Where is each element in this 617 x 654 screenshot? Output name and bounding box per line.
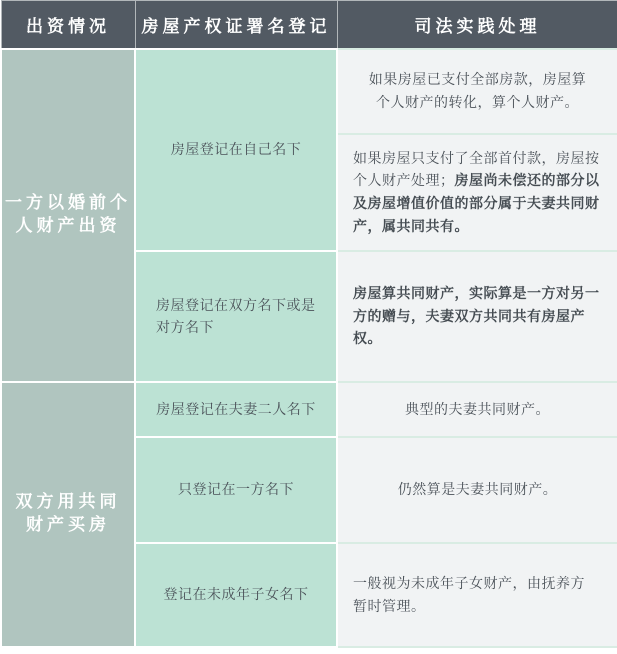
funding-cell-premarital-property [1,49,135,382]
table-row [1,382,617,437]
judicial-cell-downpayment-only [337,134,617,251]
text-line: 如果房屋已支付全部房款，房屋算 [368,71,587,88]
registration-cell-couple-names: 房屋登记在夫妻二人名下 [135,382,337,437]
header-judicial: 司法实践处理 [337,1,617,49]
judicial-cell-minor-child-property [337,543,617,647]
judicial-text-normal: 如果房屋只支付了全部首付款，房屋按个人财产处理； [353,149,600,189]
header-registration: 房屋产权证署名登记 [135,1,337,49]
registration-cell-minor-child-name: 登记在未成年子女名下 [135,543,337,647]
funding-cell-joint-property [1,382,135,647]
registration-cell-own-name: 房屋登记在自己名下 [135,49,337,251]
table-row [1,49,617,134]
registration-cell-one-name: 只登记在一方名下 [135,437,337,543]
judicial-cell-typical-joint: 典型的夫妻共同财产。 [337,382,617,437]
text-line: 财产买房 [26,515,110,534]
text-line: 暂时管理。 [353,597,426,614]
text-line: 双方用共同 [15,492,121,512]
text-line: 一般视为未成年子女财产，由抚养方 [353,574,585,591]
text-line: 房屋登记在双方名下或是 [156,296,316,313]
header-funding: 出资情况 [1,1,135,49]
registration-cell-both-or-other-name [135,251,337,382]
judicial-cell-still-joint: 仍然算是夫妻共同财产。 [337,437,617,543]
judicial-cell-gift-joint-ownership: 房屋算共同财产，实际算是一方对另一方的赠与，夫妻双方共同共有房屋产权。 [337,251,617,382]
text-line: 对方名下 [156,319,214,335]
text-line: 人财产出资 [15,216,121,235]
judicial-text-bold: 房屋尚未偿还的部分以及房屋增值价值的部分属于夫妻共同财产，属共同共有。 [353,172,600,234]
text-line: 个人财产的转化，算个人财产。 [376,94,579,110]
text-line: 一方以婚前个 [5,193,131,213]
header-row [1,1,617,49]
judicial-cell-full-payment [337,49,617,134]
